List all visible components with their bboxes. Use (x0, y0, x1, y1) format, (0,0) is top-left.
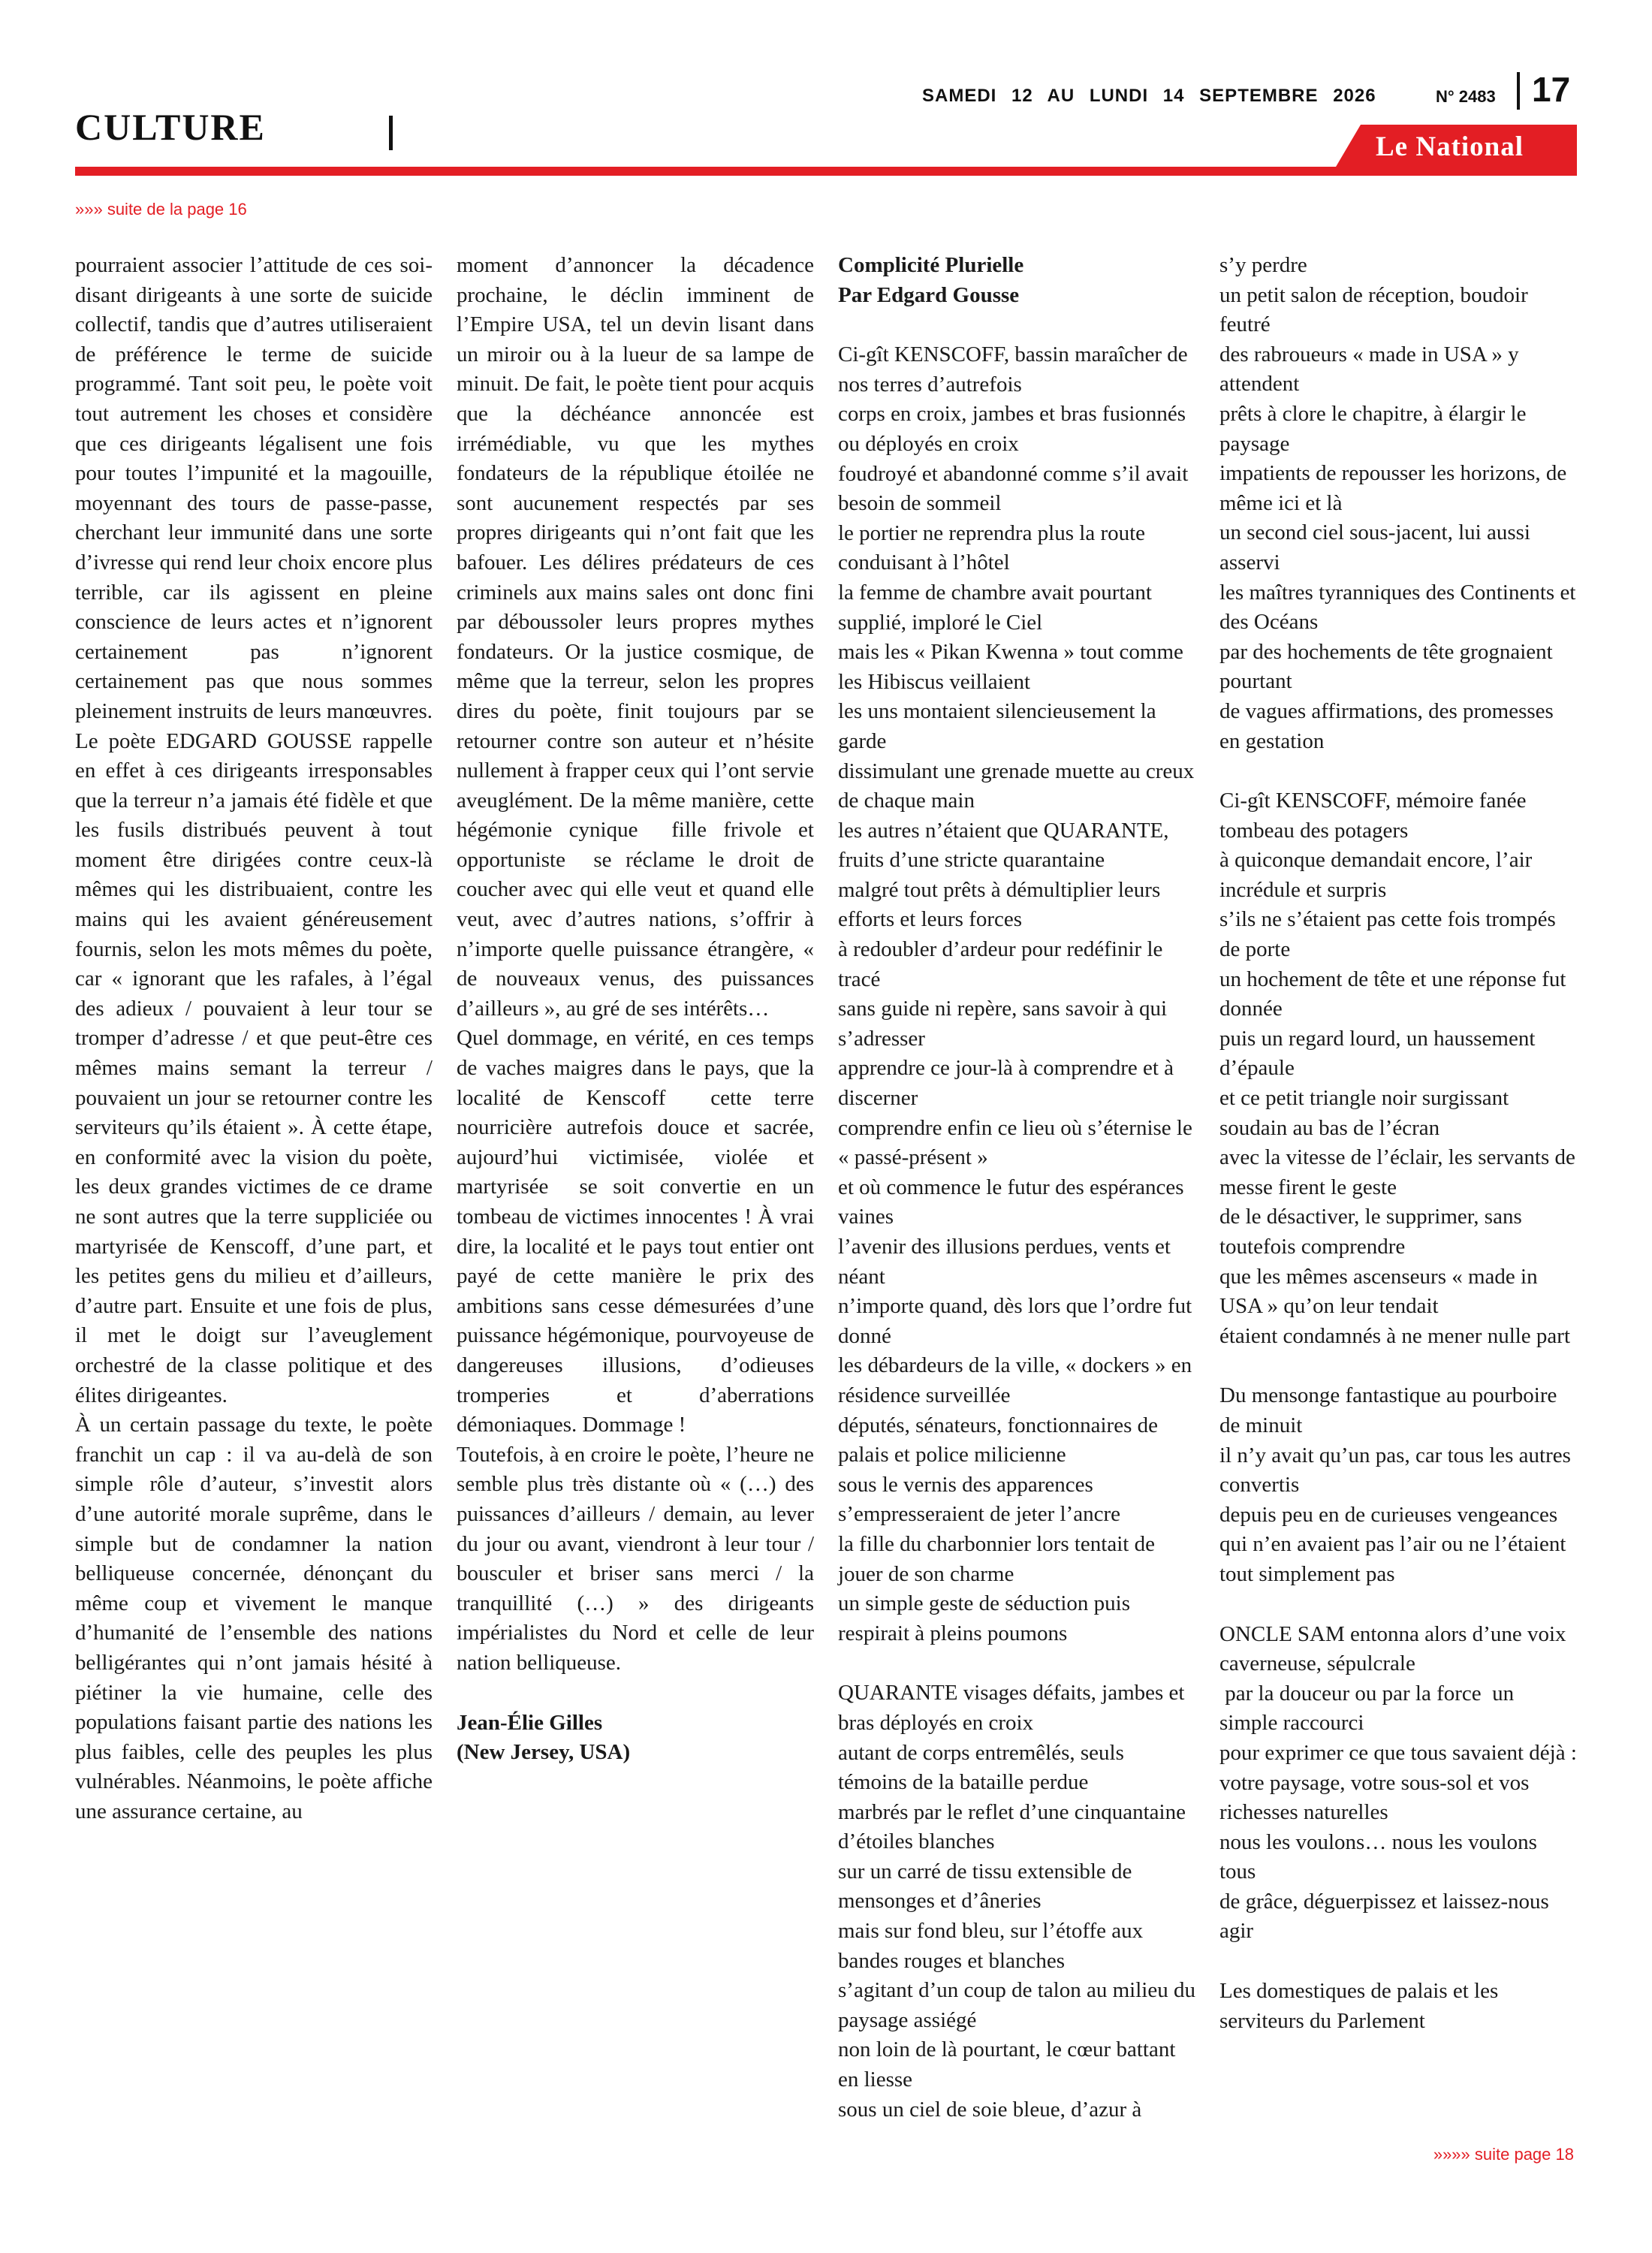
paragraph: pourraient associer l’attitude de ces soi-disant dirigeants à une sorte de suicide collectif, tandis que d’autres utiliseraient de préférence le terme de suicide programmé. Tant soit peu, le poète voit tout autrement les choses et considère que ces dirigeants légalisent une fois pour toutes l’impunité et la magouille, moyennant des tours de passe-passe, cherchant leur immunité dans une sorte d’ivresse qui rend leur choix encore plus terrible, car ils agissent en pleine conscience de leurs actes et n’ignorent certainement pas n’ignorent certainement pas que nous sommes pleinement instruits de leurs manœuvres. (75, 253, 433, 723)
poem-heading (838, 251, 1195, 310)
poem-line: prêts à clore le chapitre, à élargir le paysage (1219, 401, 1527, 456)
poem-line: les maîtres tyranniques des Continents et des Océans (1219, 580, 1576, 635)
poem-line: députés, sénateurs, fonctionnaires de palais et police milicienne (838, 1413, 1158, 1467)
author-name: Jean-Élie Gilles (457, 1710, 603, 1735)
poem-line: un hochement de tête et une réponse fut donnée (1219, 967, 1566, 1021)
poem-line: Du mensonge fantastique au pourboire de minuit (1219, 1383, 1557, 1437)
paragraph: Le poète EDGARD GOUSSE rappelle en effet à ces dirigeants irresponsables que la terreur n’a jamais été fidèle et que les fusils distribués peuvent à tout moment être dirigées contre ceux-là mêmes qui les distribuaient, contre les mains qui les avaient généreusement fournis, selon les mots mêmes du poète, car « ignorant que les rafales, à l’égal des adieux / pouvaient à leur tour se tromper d’adresse / et que peut-être ces mêmes mains semant la terreur / pouvaient un jour se retourner contre les serviteurs qu’ils étaient ». À cette étape, en conformité avec la vision du poète, les deux grandes victimes de ce drame ne sont autres que la terre suppliciée ou martyrisée de Kenscoff, d’une part, et les petites gens du milieu et d’ailleurs, d’autre part. Ensuite et une fois de plus, il met le doigt sur l’aveuglement orchestré de la classe politique et des élites dirigeantes. (75, 728, 433, 1407)
poem-line: foudroyé et abandonné comme s’il avait besoin de sommeil (838, 461, 1189, 516)
issue-number: N° 2483 (1436, 87, 1496, 106)
poem-line: apprendre ce jour-là à comprendre et à discerner (838, 1056, 1174, 1111)
poem-line: Ci-gît KENSCOFF, mémoire fanée tombeau des potagers (1219, 789, 1527, 843)
poem-line: les uns montaient silencieusement la garde (838, 699, 1156, 753)
continued-from-link[interactable]: »»» suite de la page 16 (75, 200, 247, 219)
poem-line: depuis peu en de curieuses vengeances (1219, 1502, 1558, 1527)
poem-line: non loin de là pourtant, le cœur battant en liesse (838, 2037, 1176, 2092)
poem-line: pour exprimer ce que tous savaient déjà : (1219, 1740, 1577, 1765)
poem-line: et ce petit triangle noir surgissant soudain au bas de l’écran (1219, 1086, 1509, 1140)
poem-column-2 (1219, 251, 1577, 2036)
poem-line: comprendre enfin ce lieu où s’éternise le « passé-présent » (838, 1115, 1192, 1170)
poem-line: la femme de chambre avait pourtant supplié, imploré le Ciel (838, 580, 1152, 635)
poem-line: de le désactiver, le supprimer, sans toutefois comprendre (1219, 1205, 1522, 1259)
poem-line: le portier ne reprendra plus la route conduisant à l’hôtel (838, 520, 1146, 575)
paragraph: moment d’annoncer la décadence prochaine, le déclin imminent de l’Empire USA, tel un devin lisant dans un miroir ou à la lueur de sa lampe de minuit. De fait, le poète tient pour acquis que la déchéance annoncée est irrémédiable, vu que les mythes fondateurs de la république étoilée ne sont aucunement respectés par ses propres dirigeants qui n’ont fait que les bafouer. Les délires prédateurs de ces criminels aux mains sales ont donc fini par déboussoler leurs propres mythes fondateurs. Or la justice cosmique, de même que la terreur, selon les propres dires du poète, finit toujours par se retourner contre son auteur et n’hésite nullement à frapper ceux qui l’ont servie aveuglément. De la même manière, cette hégémonie cynique ⁠ fille frivole et opportuniste ⁠ se réclame le droit de coucher avec qui elle veut et quand elle veut, avec d’autres nations, s’offrir à n’importe quelle puissance étrangère, « de nouveaux venus, des puissances d’ailleurs », au gré de ses intérêts… (457, 253, 814, 1021)
poem-line: il n’y avait qu’un pas, car tous les autres convertis (1219, 1443, 1571, 1497)
poem-line: Les domestiques de palais et les serviteurs du Parlement (1219, 1979, 1499, 2033)
poem-line: s’agitant d’un coup de talon au milieu du paysage assiégé (838, 1978, 1195, 2032)
poem-line: de grâce, déguerpissez et laissez-nous agir (1219, 1889, 1549, 1944)
poem-line: QUARANTE visages défaits, jambes et bras déployés en croix (838, 1681, 1185, 1735)
poem-line: à redoubler d’ardeur pour redéfinir le tracé (838, 937, 1163, 991)
poem-line: la fille du charbonnier lors tentait de jouer de son charme (838, 1531, 1155, 1586)
poem-line: Ci-gît KENSCOFF, bassin maraîcher de nos terres d’autrefois (838, 342, 1188, 397)
poem-line: sur un carré de tissu extensible de mensonges et d’âneries (838, 1859, 1132, 1914)
stanza-break (1219, 1947, 1577, 1977)
poem-line: ⁠ par la douceur ou par la force ⁠ un simple raccourci (1219, 1681, 1515, 1736)
poem-line: s’ils ne s’étaient pas cette fois trompés de porte (1219, 907, 1556, 962)
poem-line: de vagues affirmations, des promesses en gestation (1219, 698, 1554, 753)
title-divider (389, 116, 393, 150)
poem-line: un second ciel sous-jacent, lui aussi asservi (1219, 520, 1530, 575)
brand-name: Le National (1376, 131, 1524, 162)
poem-line: les autres n’étaient que QUARANTE, fruits d’une stricte quarantaine (838, 818, 1169, 873)
poem-line: s’y perdre (1219, 253, 1307, 277)
page-number-divider (1517, 72, 1520, 110)
poem-line: avec la vitesse de l’éclair, les servants de messe firent le geste (1219, 1145, 1575, 1199)
poem-line: l’avenir des illusions perdues, vents et néant (838, 1235, 1171, 1289)
continues-on-link[interactable]: »»»» suite page 18 (1433, 2145, 1574, 2164)
poem-line: n’importe quand, dès lors que l’ordre fut donné (838, 1294, 1192, 1348)
poem-line: qui n’en avaient pas l’air ou ne l’étaient tout simplement pas (1219, 1532, 1566, 1586)
page-number: 17 (1532, 70, 1571, 109)
poem-line: sous le vernis des apparences s’empresseraient de jeter l’ancre (838, 1472, 1120, 1527)
poem-author: Par Edgard Gousse (838, 282, 1020, 307)
poem-line: étaient condamnés à ne mener nulle part (1219, 1323, 1571, 1348)
poem-line: marbrés par le reflet d’une cinquantaine d’étoiles blanches (838, 1799, 1186, 1854)
poem-line: sous un ciel de soie bleue, d’azur à (838, 2097, 1142, 2122)
stanza-break (1219, 1351, 1577, 1381)
poem-column-1 (838, 251, 1195, 2125)
poem-line: votre paysage, votre sous-sol et vos richesses naturelles (1219, 1770, 1530, 1825)
poem-line: autant de corps entremêlés, seuls témoins de la bataille perdue (838, 1740, 1124, 1795)
poem-line: que les mêmes ascenseurs « made in USA » qu’on leur tendait (1219, 1264, 1538, 1319)
poem-line: malgré tout prêts à démultiplier leurs efforts et leurs forces (838, 877, 1161, 932)
poem-line: par des hochements de tête grognaient pourtant (1219, 639, 1553, 694)
stanza-break (1219, 1590, 1577, 1620)
poem-line: puis un regard lourd, un haussement d’épaule (1219, 1026, 1536, 1081)
author-location: (New Jersey, USA) (457, 1740, 631, 1765)
paragraph: À un certain passage du texte, le poète franchit un cap : il va au-delà de son simple rôle d’auteur, s’investit alors d’une autorité morale suprême, dans le simple but de condamner la nation belliqueuse concernée, dénonçant du même coup et vivement le manque d’humanité de l’ensemble des nations belligérantes qui n’ont jamais hésité à piétiner la vie humaine, celle des populations faisant partie des nations les plus faibles, celle des peuples les plus vulnérables. Néanmoins, le poète affiche une assurance certaine, au (75, 1413, 433, 1823)
poem-line: ONCLE SAM entonna alors d’une voix caverneuse, sépulcrale (1219, 1621, 1566, 1676)
poem-line: des rabroueurs « made in USA » y attendent (1219, 342, 1519, 397)
poem-line: un petit salon de réception, boudoir feutré (1219, 282, 1528, 337)
poem-line: et où commence le futur des espérances vaines (838, 1175, 1184, 1229)
poem-line: nous les voulons… nous les voulons tous (1219, 1829, 1537, 1884)
paragraph: Quel dommage, en vérité, en ces temps de vaches maigres dans le pays, que la localité de Kenscoff ⁠ cette terre nourricière autrefois douce et sacrée, aujourd’hui victimisée, violée et martyrisée ⁠ se soit convertie en un tombeau de victimes innocentes ! À vrai dire, la localité et le pays tout entier ont payé de cette manière le prix des ambitions sans cesse démesurées d’une puissance hégémonique, pourvoyeuse de dangereuses illusions, d’odieuses tromperies et d’aberrations démoniaques. Dommage ! (457, 1026, 814, 1437)
section-title: CULTURE (75, 106, 266, 148)
article-column-2 (457, 251, 814, 1768)
poem-line: les débardeurs de la ville, « dockers » en résidence surveillée (838, 1353, 1192, 1407)
poem-line: à quiconque demandait encore, l’air incrédule et surpris (1219, 848, 1533, 902)
poem-line: sans guide ni repère, sans savoir à qui s’adresser (838, 997, 1168, 1051)
poem-line: mais les « Pikan Kwenna » tout comme les Hibiscus veillaient (838, 640, 1183, 694)
poem-line: dissimulant une grenade muette au creux de chaque main (838, 759, 1195, 813)
issue-date: SAMEDI 12 AU LUNDI 14 SEPTEMBRE 2026 (922, 86, 1376, 106)
poem-line: mais sur fond bleu, sur l’étoffe aux bandes rouges et blanches (838, 1919, 1144, 1973)
paragraph: Toutefois, à en croire le poète, l’heure ne semble plus très distante où « (…) des puissances d’ailleurs / demain, au lever du jour ou avant, viendront à leur tour / bousculer et briser sans merci / la tranquillité (…) » des dirigeants impérialistes du Nord et celle de leur nation belliqueuse. (457, 1442, 814, 1675)
poem-line: un simple geste de séduction puis respirait à pleins poumons (838, 1591, 1131, 1645)
stanza-break (1219, 756, 1577, 786)
article-column-1 (75, 251, 433, 1826)
poem-line: corps en croix, jambes et bras fusionnés ou déployés en croix (838, 402, 1186, 456)
poem-title: Complicité Plurielle (838, 253, 1024, 277)
poem-line: impatients de repousser les horizons, de même ici et là (1219, 461, 1567, 515)
stanza-break (838, 1648, 1195, 1678)
